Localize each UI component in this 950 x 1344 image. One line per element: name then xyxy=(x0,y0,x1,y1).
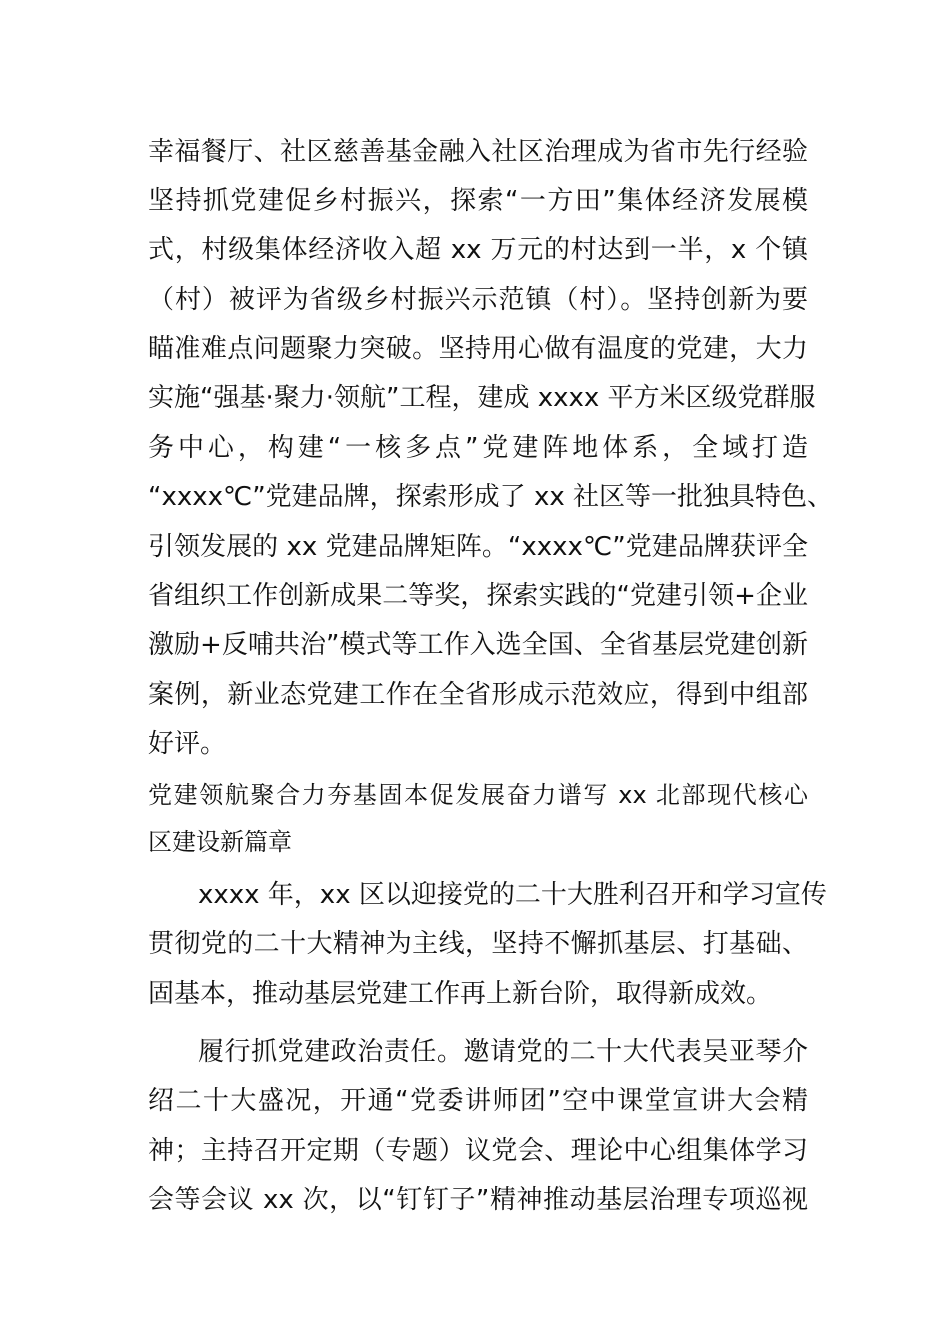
text-line: （村）被评为省级乡村振兴示范镇（村）。坚持创新为要 xyxy=(148,285,808,315)
text-line: xxxx 年，xx 区以迎接党的二十大胜利召开和学习宣传 xyxy=(198,880,827,910)
text-line: 固基本，推动基层党建工作再上新台阶，取得新成效。 xyxy=(148,979,773,1009)
text-line: 式，村级集体经济收入超 xx 万元的村达到一半，x 个镇 xyxy=(148,235,808,265)
text-line: 实施“强基·聚力·领航”工程，建成 xxxx 平方米区级党群服 xyxy=(148,383,816,413)
text-line: 务中心，构建“一核多点”党建阵地体系，全域打造 xyxy=(148,433,808,463)
text-line: 会等会议 xx 次，以“钉钉子”精神推动基层治理专项巡视 xyxy=(148,1185,808,1215)
text-line: “xxxx℃”党建品牌，探索形成了 xx 社区等一批独具特色、 xyxy=(148,482,833,512)
text-line: 省组织工作创新成果二等奖，探索实践的“党建引领+企业 xyxy=(148,581,808,611)
text-line: 履行抓党建政治责任。邀请党的二十大代表吴亚琴介 xyxy=(198,1037,808,1067)
section-heading: 区建设新篇章 xyxy=(148,828,292,856)
text-line: 激励+反哺共治”模式等工作入选全国、全省基层党建创新 xyxy=(148,630,808,660)
text-line: 案例，新业态党建工作在全省形成示范效应，得到中组部 xyxy=(148,680,808,710)
text-line: 贯彻党的二十大精神为主线，坚持不懈抓基层、打基础、 xyxy=(148,929,808,959)
text-line: 好评。 xyxy=(148,729,227,759)
text-line: 神；主持召开定期（专题）议党会、理论中心组集体学习 xyxy=(148,1136,808,1166)
text-line: 坚持抓党建促乡村振兴，探索“一方田”集体经济发展模 xyxy=(148,186,808,216)
text-line: 幸福餐厅、社区慈善基金融入社区治理成为省市先行经验 xyxy=(148,137,808,167)
text-line: 引领发展的 xx 党建品牌矩阵。“xxxx℃”党建品牌获评全 xyxy=(148,532,808,562)
text-line: 绍二十大盛况，开通“党委讲师团”空中课堂宣讲大会精 xyxy=(148,1086,808,1116)
text-line: 瞄准难点问题聚力突破。坚持用心做有温度的党建，大力 xyxy=(148,334,808,364)
section-heading: 党建领航聚合力夯基固本促发展奋力谱写 xx 北部现代核心 xyxy=(148,781,808,809)
